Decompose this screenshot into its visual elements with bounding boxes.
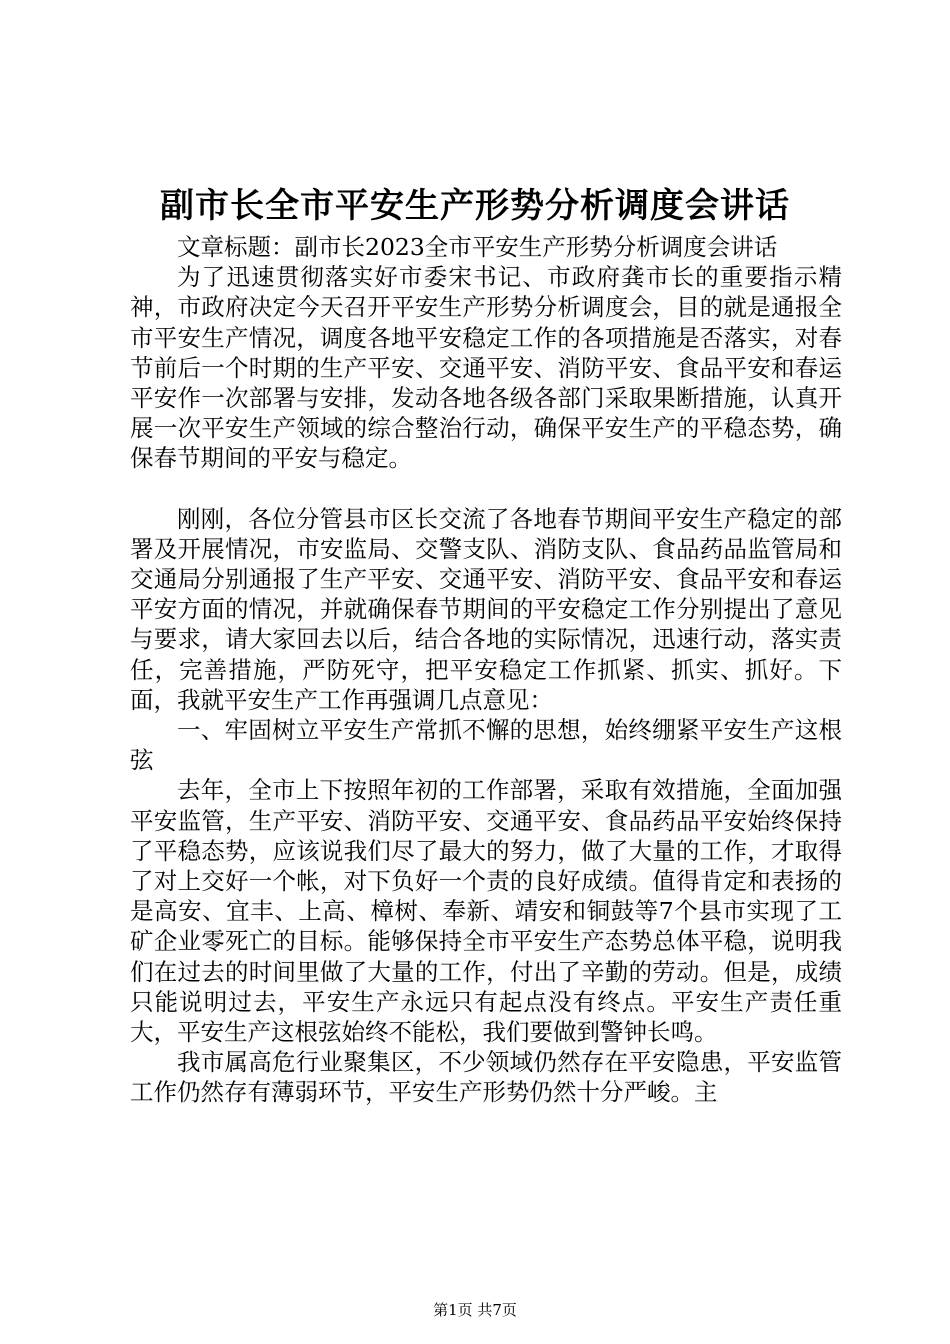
article-title-line: 文章标题：副市长2023全市平安生产形势分析调度会讲话 [177, 233, 778, 261]
document-title: 副市长全市平安生产形势分析调度会讲话 [160, 186, 790, 226]
paragraph-overview: 刚刚，各位分管县市区长交流了各地春节期间平安生产稳定的部署及开展情况，市安监局、交警支队、消防支队、食品药品监管局和交通局分别通报了生产平安、交通平安、消防平安、食品平安和春运平安方面的情况，并就确保春节期间的平安稳定工作分别提出了意见与要求，请大家回去以后，结合各地的实际情况，迅速行动，落实责任，完善措施，严防死守，把平安稳定工作抓紧、抓实、抓好。下面，我就平安生产工作再强调几点意见： [130, 504, 842, 714]
section-heading-1: 一、牢固树立平安生产常抓不懈的思想，始终绷紧平安生产这根弦 [130, 716, 842, 775]
paragraph-risk: 我市属高危行业聚集区，不少领域仍然存在平安隐患，平安监管工作仍然存有薄弱环节，平安生产形势仍然十分严峻。主 [130, 1048, 842, 1107]
paragraph-intro: 为了迅速贯彻落实好市委宋书记、市政府龚市长的重要指示精神，市政府决定今天召开平安生产形势分析调度会，目的就是通报全市平安生产情况，调度各地平安稳定工作的各项措施是否落实，对春节前后一个时期的生产平安、交通平安、消防平安、食品平安和春运平安作一次部署与安排，发动各地各级各部门采取果断措施，认真开展一次平安生产领域的综合整治行动，确保平安生产的平稳态势，确保春节期间的平安与稳定。 [130, 263, 842, 473]
paragraph-last-year: 去年，全市上下按照年初的工作部署，采取有效措施，全面加强平安监管，生产平安、消防平安、交通平安、食品药品平安始终保持了平稳态势，应该说我们尽了最大的努力，做了大量的工作，才取得了对上交好一个帐，对下负好一个责的良好成绩。值得肯定和表扬的是高安、宜丰、上高、樟树、奉新、靖安和铜鼓等7个县市实现了工矿企业零死亡的目标。能够保持全市平安生产态势总体平稳，说明我们在过去的时间里做了大量的工作，付出了辛勤的劳动。但是，成绩只能说明过去，平安生产永远只有起点没有终点。平安生产责任重大，平安生产这根弦始终不能松，我们要做到警钟长鸣。 [130, 776, 842, 1047]
document-body [130, 232, 842, 1108]
page-footer: 第1页 共7页 [433, 1301, 517, 1319]
